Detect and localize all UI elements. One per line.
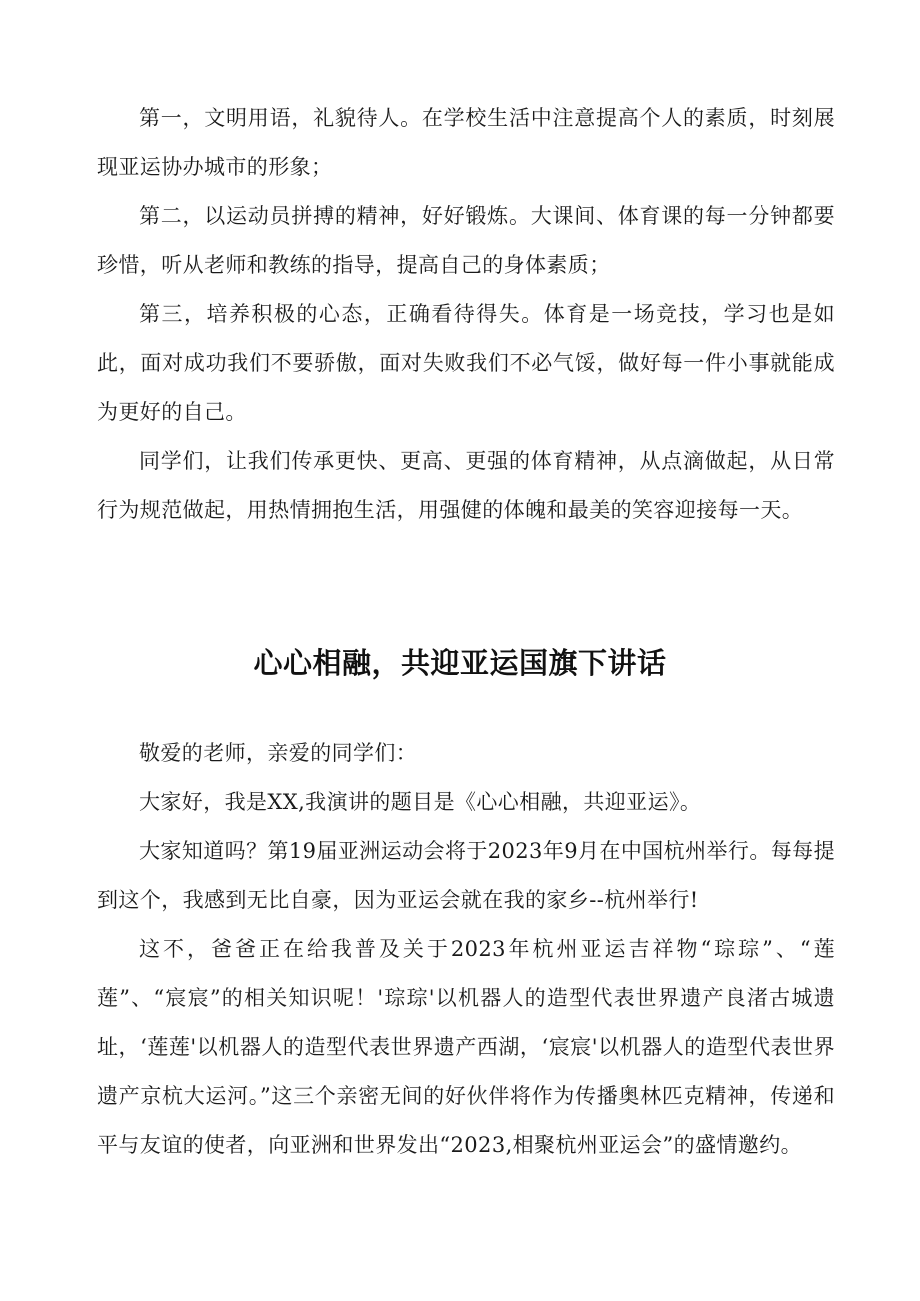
paragraph-introduction: 大家好，我是XX,我演讲的题目是《心心相融，共迎亚运》。	[139, 790, 702, 814]
paragraph-closing-call: 同学们，让我们传承更快、更高、更强的体育精神，从点滴做起，从日常行为规范做起，用热情拥抱生活，用强健的体魄和最美的笑容迎接每一天。	[97, 449, 835, 522]
paragraph-asian-games: 大家知道吗？第19届亚洲运动会将于2023年9月在中国杭州举行。每每提到这个，我感到无比自豪，因为亚运会就在我的家乡--杭州举行!	[97, 839, 835, 912]
paragraph-attitude: 第三，培养积极的心态，正确看待得失。体育是一场竞技，学习也是如此，面对成功我们不要骄傲，面对失败我们不必气馁，做好每一件小事就能成为更好的自己。	[97, 302, 835, 424]
paragraph-exercise: 第二，以运动员拼搏的精神，好好锻炼。大课间、体育课的每一分钟都要珍惜，听从老师和教练的指导，提高自己的身体素质；	[97, 204, 835, 277]
speech-title: 心心相融，共迎亚运国旗下讲话	[253, 646, 667, 680]
speech-body-section	[97, 729, 835, 1170]
paragraph-civility: 第一，文明用语，礼貌待人。在学校生活中注意提高个人的素质，时刻展现亚运协办城市的形象；	[97, 106, 835, 179]
paragraph-mascots: 这不，爸爸正在给我普及关于2023年杭州亚运吉祥物“琮琮”、“莲莲”、“宸宸”的相关知识呢！'琮琮'以机器人的造型代表世界遗产良渚古城遗址，‘莲莲'以机器人的造型代表世界遗产西湖，‘宸宸'以机器人的造型代表世界遗产京杭大运河。”这三个亲密无间的好伙伴将作为传播奥林匹克精神，传递和平与友谊的使者，向亚洲和世界发出“2023,相聚杭州亚运会”的盛情邀约。	[97, 937, 835, 1157]
speech-ending-section	[97, 94, 835, 535]
paragraph-greeting: 敬爱的老师，亲爱的同学们：	[139, 741, 418, 765]
